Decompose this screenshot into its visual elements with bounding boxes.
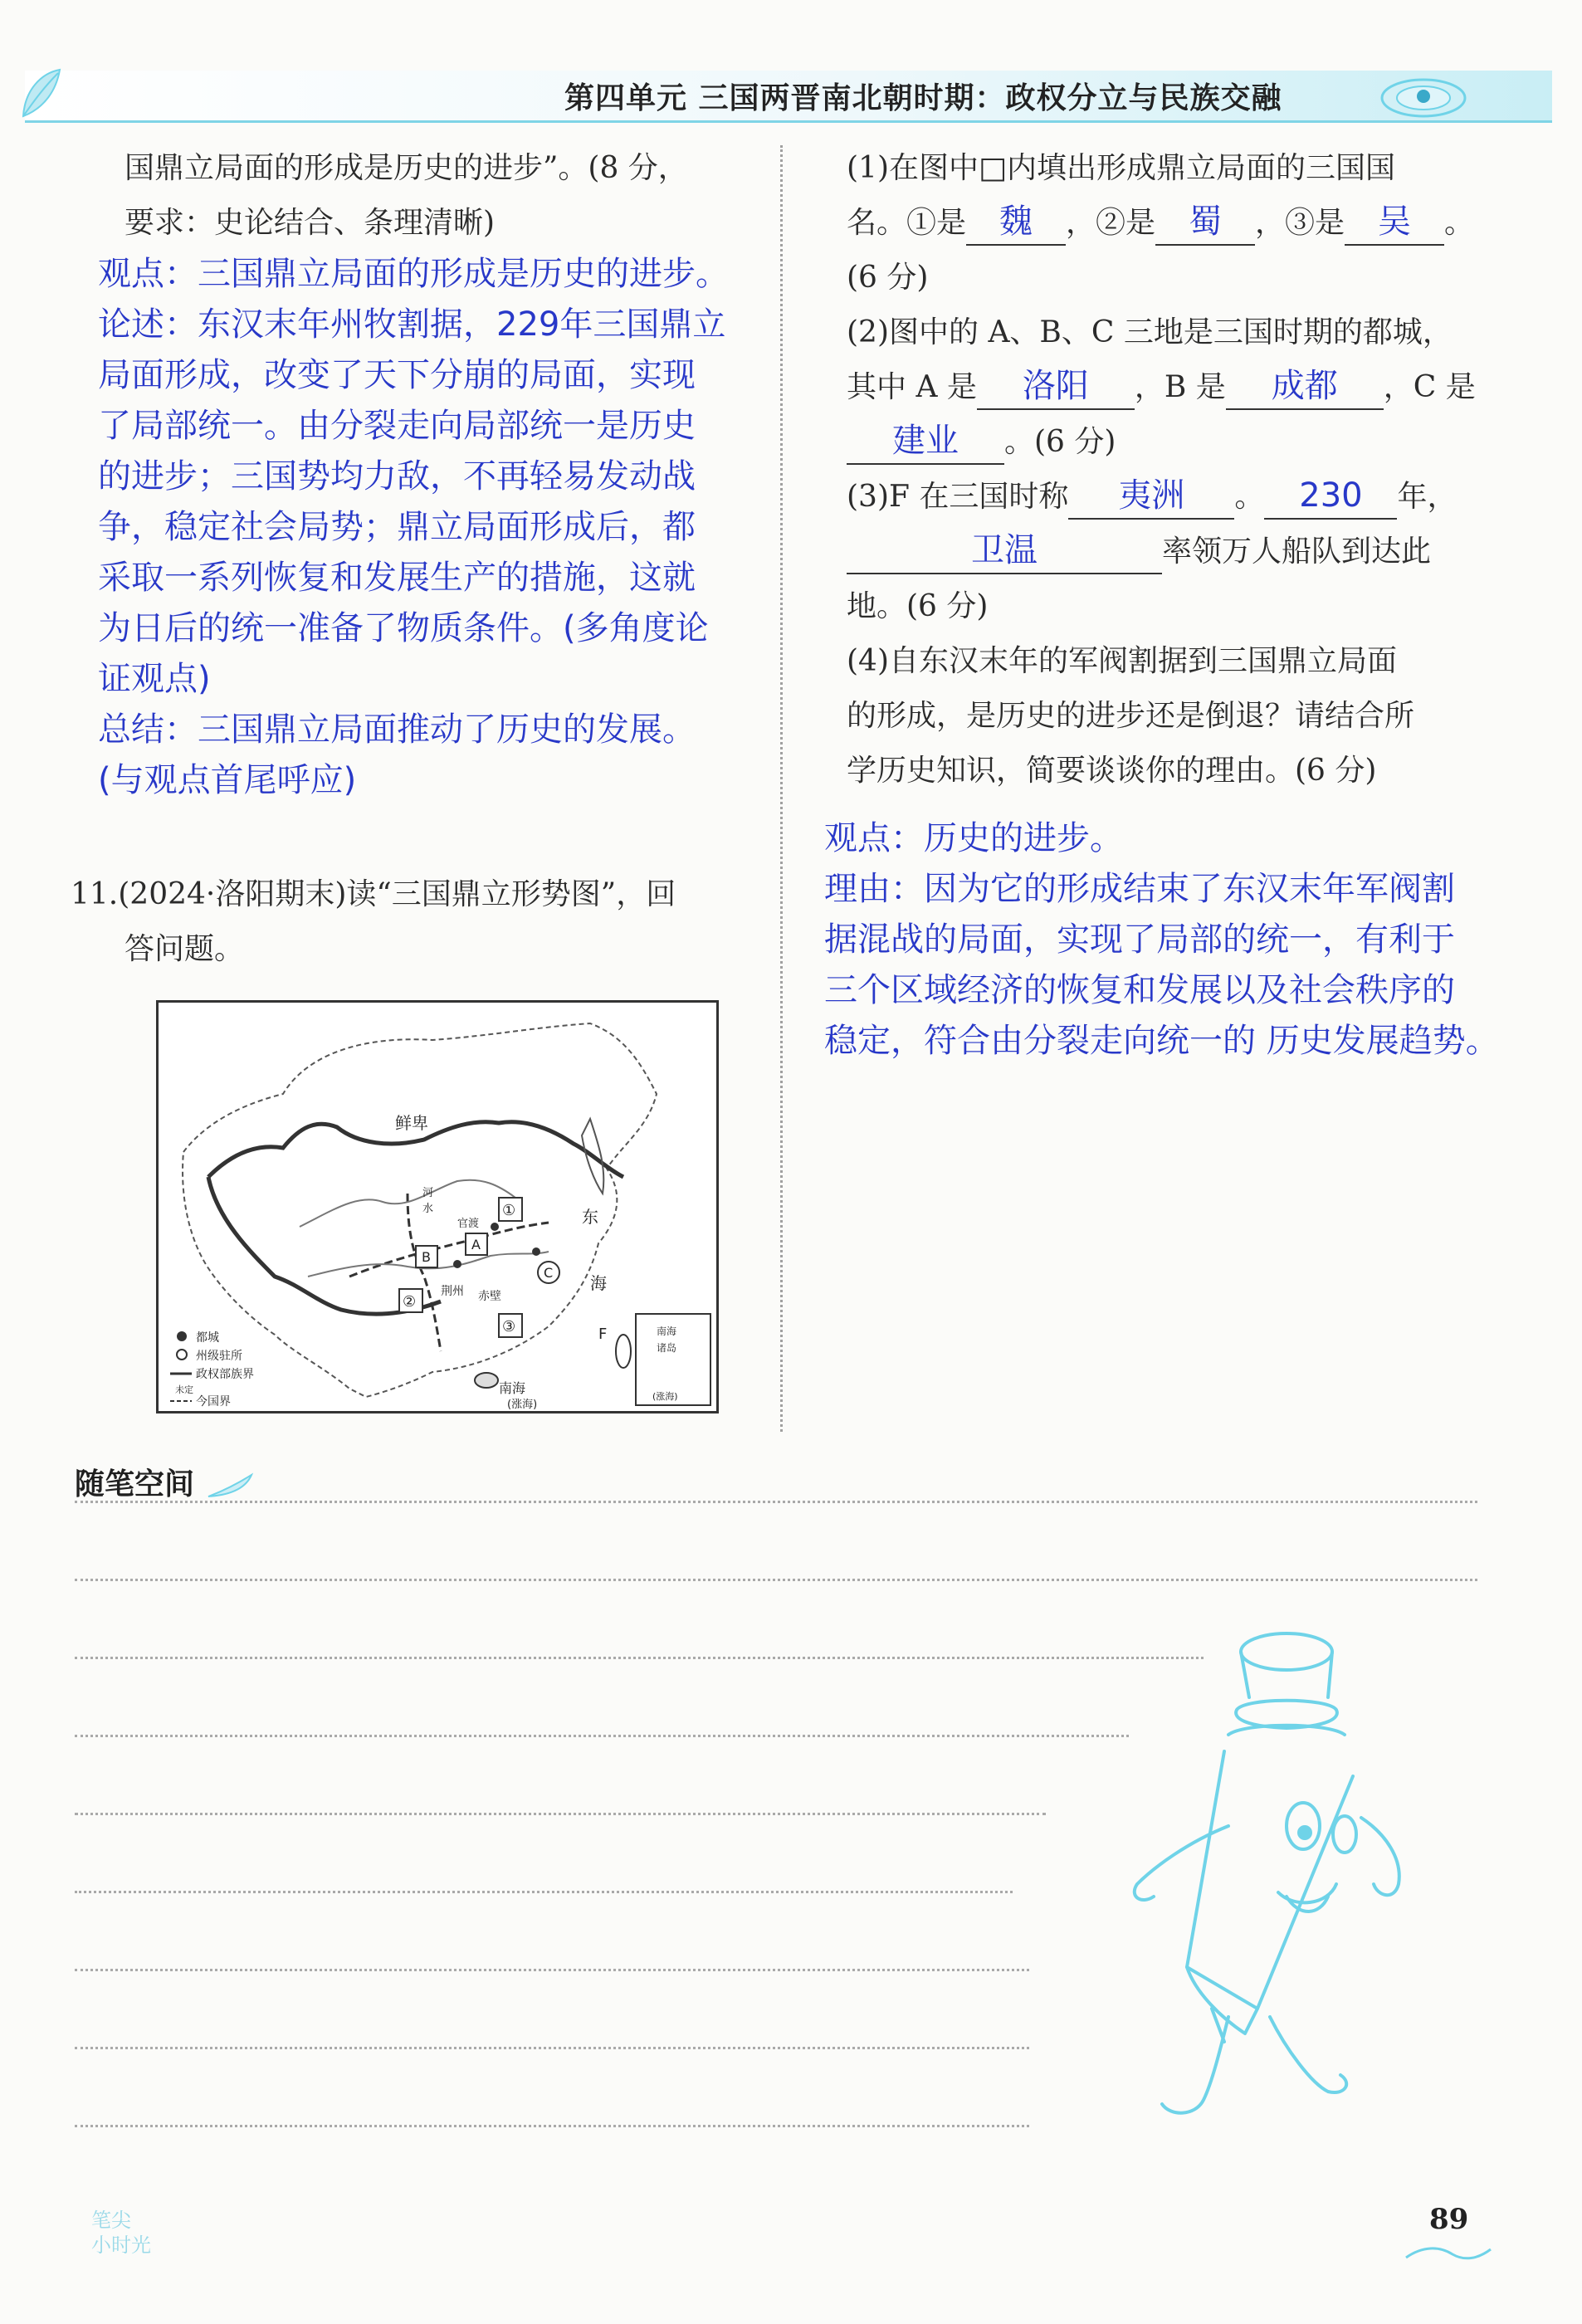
q10-answer [98, 249, 762, 806]
label-guandu: 官渡 [457, 1218, 480, 1230]
capital-marker [491, 1223, 499, 1231]
label-B: B [422, 1249, 431, 1265]
q11-3-text: (3)F 在三国时称 [847, 480, 1069, 514]
answer-weiwen: 卫温 [971, 531, 1038, 569]
note-line[interactable] [75, 1579, 1477, 1581]
inset-label: (涨海) [652, 1391, 678, 1402]
note-line[interactable] [75, 1657, 1204, 1659]
q11-1-line2 [847, 196, 1527, 251]
answer-blank[interactable] [966, 201, 1066, 246]
q11-3-line3: 地。(6 分) [847, 589, 989, 623]
answer-blank[interactable] [1264, 475, 1397, 520]
answer-yizhou: 夷洲 [1118, 476, 1185, 515]
q10-answer-line: 采取一系列恢复和发展生产的措施，这就 [98, 559, 696, 597]
notes-title-text: 随笔空间 [75, 1467, 195, 1501]
q10-answer-line: 总结：三国鼎立局面推动了历史的发展。 [98, 710, 696, 749]
note-line[interactable] [75, 1735, 1129, 1737]
notes-title [75, 1461, 255, 1503]
q11-4-line3: 学历史知识，简要谈谈你的理由。(6 分) [847, 754, 1377, 788]
q10-continuation [75, 141, 764, 251]
q11-line1: 11.(2024·洛阳期末)读“三国鼎立形势图”，回 [71, 877, 676, 911]
note-line[interactable] [75, 1501, 1477, 1503]
q11-4-line2: 的形成，是历史的进步还是倒退？请结合所 [847, 699, 1415, 733]
q11-1-score: (6 分) [847, 261, 929, 295]
q11-4-answer-line: 三个区域经济的恢复和发展以及社会秩序的 [824, 971, 1455, 1009]
column-divider [780, 145, 783, 1432]
hainan-island [475, 1373, 498, 1388]
answer-luoyang: 洛阳 [1022, 367, 1089, 405]
answer-blank[interactable] [1345, 201, 1444, 246]
shu-wu-boundary [408, 1194, 441, 1351]
answer-year: 230 [1299, 476, 1363, 515]
inset-label: 诸岛 [657, 1342, 677, 1354]
capital-marker [453, 1260, 461, 1268]
footer-logo-line: 小时光 [91, 2234, 151, 2257]
q11-1-text: ，②是 [1066, 206, 1156, 240]
q10-answer-line: 局面形成，改变了天下分崩的局面，实现 [98, 356, 696, 394]
q11-2-text: 其中 A 是 [847, 370, 977, 404]
note-line[interactable] [75, 2047, 1029, 2049]
q11-2-line2 [847, 360, 1527, 415]
q11-stem [71, 867, 759, 977]
answer-blank[interactable] [847, 530, 1162, 574]
answer-wu: 吴 [1378, 203, 1412, 241]
q10-answer-line: 观点：三国鼎立局面的形成是历史的进步。 [98, 255, 729, 293]
label-chibi: 赤壁 [478, 1290, 501, 1303]
q10-answer-line: 的进步；三国势均力敌，不再轻易发动战 [98, 457, 696, 496]
answer-shu: 蜀 [1189, 203, 1223, 241]
q11-4-answer [824, 813, 1538, 1067]
legend-item: 都城 [196, 1331, 219, 1345]
legend-prefecture-icon [177, 1350, 187, 1360]
q10-answer-line: 证观点) [98, 660, 211, 698]
label-nanhai: 南海 [499, 1380, 526, 1396]
q11-subquestions [847, 141, 1527, 798]
q11-2-line1: (2)图中的 A、B、C 三地是三国时期的都城， [847, 315, 1453, 349]
q11-2-line3 [847, 415, 1527, 470]
label-he: 河 [422, 1187, 434, 1199]
feather-icon [205, 1472, 255, 1500]
answer-jianye: 建业 [892, 422, 959, 460]
q10-text-line1: 国鼎立局面的形成是历史的进步”。(8 分， [125, 151, 688, 185]
q11-2-text: ，C 是 [1383, 370, 1476, 404]
legend-item: 今国界 [196, 1395, 231, 1409]
q10-answer-line: 争，稳定社会局势；鼎立局面形成后，都 [98, 508, 696, 546]
q11-1-text: 。 [1444, 206, 1475, 240]
label-zhanghai: (涨海) [507, 1399, 538, 1411]
note-line[interactable] [75, 2125, 1029, 2127]
q10-answer-line: (与观点首尾呼应) [98, 761, 357, 799]
q11-4-answer-line: 观点：历史的进步。 [824, 819, 1123, 857]
label-hai: 海 [590, 1273, 607, 1293]
note-line[interactable] [75, 1891, 1013, 1893]
label-F: F [598, 1326, 608, 1343]
label-circle3: ③ [502, 1318, 516, 1335]
capital-marker [532, 1247, 540, 1256]
wave-icon [1403, 2241, 1494, 2266]
answer-blank[interactable] [847, 420, 1004, 465]
q11-4-answer-line: 据混战的局面，实现了局部的统一，有利于 [824, 920, 1455, 959]
pencil-mascot-icon [1079, 1618, 1428, 2133]
map-drawing [159, 1003, 716, 1411]
label-shui: 水 [422, 1203, 434, 1215]
answer-blank[interactable] [1226, 365, 1384, 410]
q11-2-text: 。(6 分) [1004, 425, 1116, 459]
legend-item: 政权部族界 [196, 1368, 254, 1381]
label-jingzhou: 荆州 [441, 1285, 464, 1298]
q11-4-answer-line: 理由：因为它的形成结束了东汉末年军阀割 [824, 870, 1455, 908]
three-kingdoms-map [156, 1000, 719, 1413]
inset-label: 南海 [657, 1326, 677, 1337]
q11-3-line1 [847, 470, 1527, 525]
q10-text-line2: 要求：史论结合、条理清晰) [125, 206, 496, 240]
q11-3-text: 年， [1397, 480, 1457, 514]
page-number: 89 [1429, 2203, 1469, 2236]
legend-item: 未定 [175, 1384, 193, 1395]
label-circle1: ① [502, 1202, 516, 1219]
ornament-icon [1374, 73, 1473, 123]
footer-logo-line: 笔尖 [91, 2209, 131, 2232]
q10-answer-line: 了局部统一。由分裂走向局部统一是历史 [98, 407, 696, 445]
label-C: C [544, 1265, 554, 1281]
footer-logo [91, 2208, 151, 2258]
label-xianbei: 鲜卑 [395, 1113, 428, 1133]
note-line[interactable] [75, 1813, 1046, 1815]
q11-1-line1: (1)在图中□内填出形成鼎立局面的三国国 [847, 151, 1396, 185]
label-A: A [471, 1237, 481, 1252]
q11-3-line2 [847, 525, 1527, 579]
q11-4-answer-line: 稳定，符合由分裂走向统一的 历史发展趋势。 [824, 1022, 1499, 1060]
answer-blank[interactable] [1068, 475, 1234, 520]
answer-chengdu: 成都 [1271, 367, 1338, 405]
q11-3-text: 率领万人船队到达此 [1162, 535, 1432, 569]
q11-4-line1: (4)自东汉末年的军阀割据到三国鼎立局面 [847, 644, 1397, 678]
unit-title: 第四单元 三国两晋南北朝时期：政权分立与民族交融 [564, 81, 1282, 115]
label-dong: 东 [582, 1207, 598, 1227]
q11-1-text: 名。①是 [847, 206, 967, 240]
q11-1-text: ，③是 [1255, 206, 1345, 240]
note-line[interactable] [75, 1969, 1029, 1971]
q10-answer-line: 为日后的统一准备了物质条件。(多角度论 [98, 609, 709, 647]
q11-line2: 答问题。 [125, 932, 245, 966]
answer-wei: 魏 [999, 203, 1033, 241]
legend-capital-icon [177, 1331, 187, 1341]
answer-blank[interactable] [977, 365, 1135, 410]
q11-3-text: 。 [1234, 480, 1265, 514]
leaf-icon [17, 65, 66, 123]
q10-answer-line: 论述：东汉末年州牧割据，229年三国鼎立 [98, 305, 726, 344]
wei-wu-boundary [349, 1223, 549, 1277]
answer-blank[interactable] [1155, 201, 1255, 246]
q11-2-text: ，B 是 [1134, 370, 1226, 404]
label-circle2: ② [403, 1293, 417, 1311]
taiwan-island [616, 1335, 631, 1368]
legend-item: 州级驻所 [196, 1350, 242, 1363]
